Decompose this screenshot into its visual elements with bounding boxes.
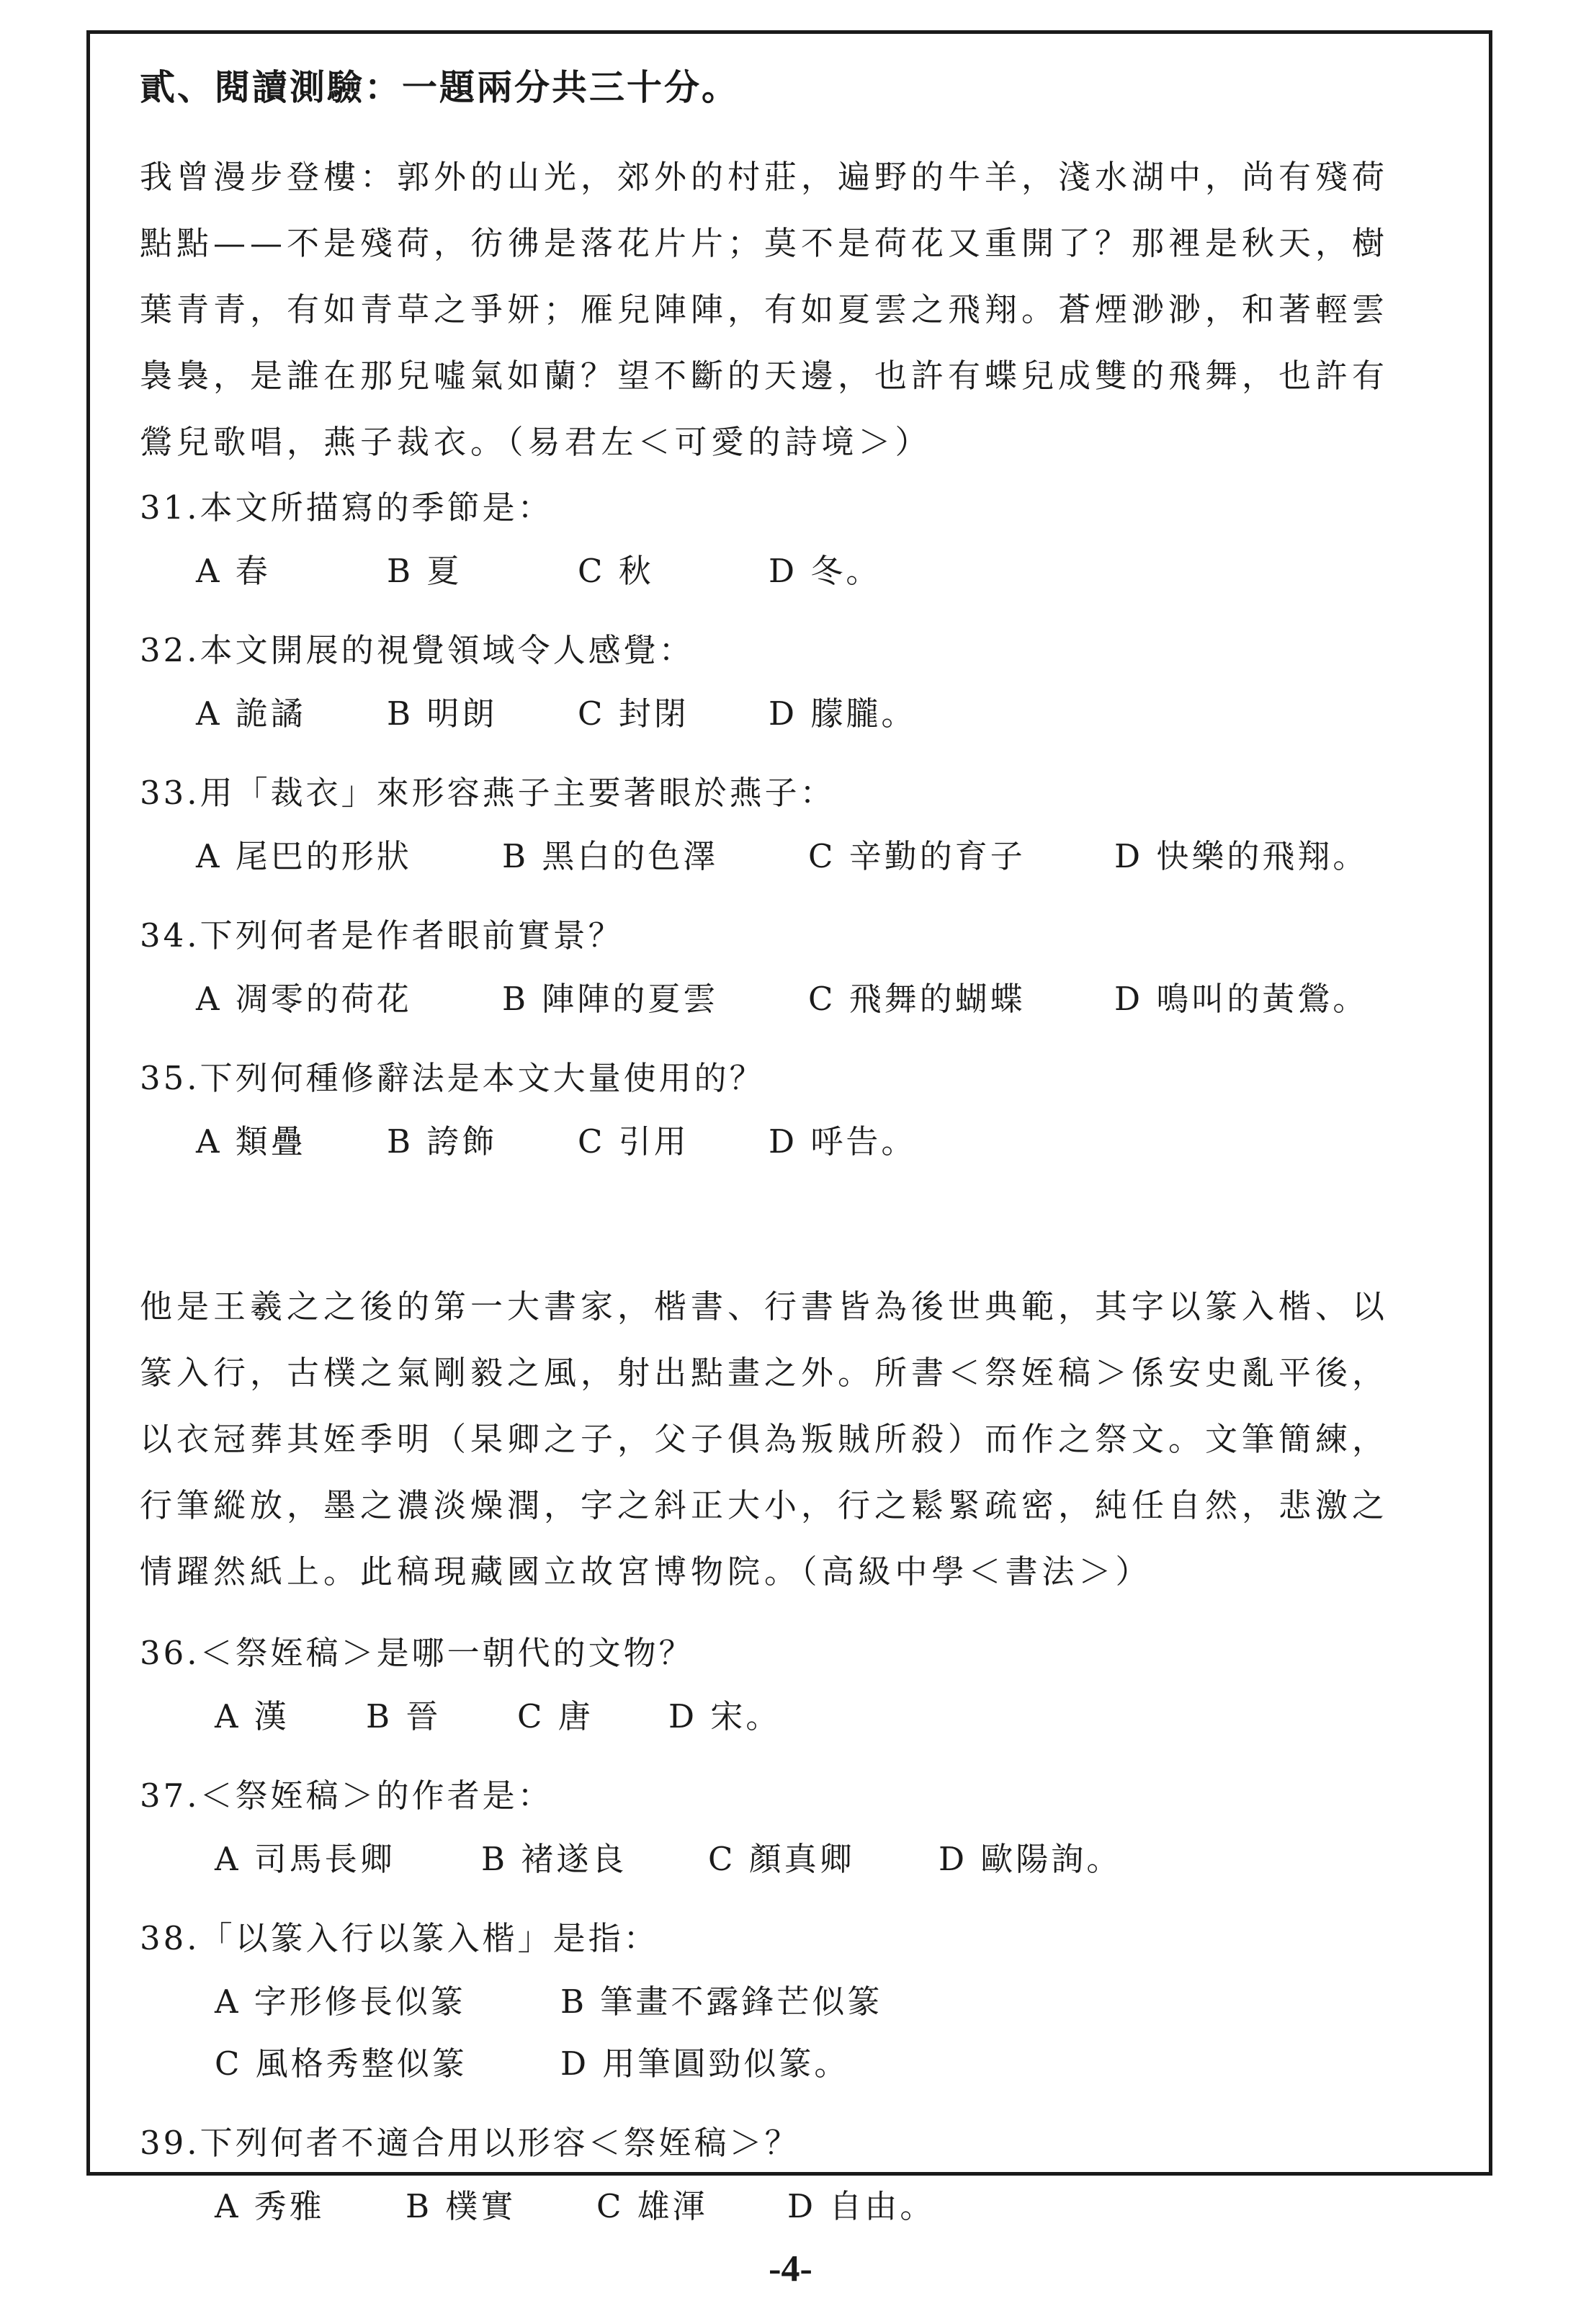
option-d: D 朦朧。 bbox=[769, 694, 917, 733]
passage-1 bbox=[140, 144, 1479, 475]
passage-line: 我曾漫步登樓：郭外的山光，郊外的村莊，遍野的牛羊，淺水湖中，尚有殘荷 bbox=[140, 158, 1389, 196]
question-options-row-2 bbox=[140, 2033, 1479, 2095]
question-options bbox=[140, 683, 1479, 745]
question-stem: 32.本文開展的視覺領域令人感覺： bbox=[140, 631, 694, 669]
question-options-row-1 bbox=[140, 1971, 1479, 2033]
option-b: B 褚遂良 bbox=[481, 1840, 627, 1878]
option-b: B 樸實 bbox=[406, 2187, 516, 2225]
option-d: D 快樂的飛翔。 bbox=[1114, 837, 1369, 875]
option-c: C 封閉 bbox=[578, 694, 689, 733]
reading-test-section bbox=[140, 66, 1479, 2238]
question-stem: 31.本文所描寫的季節是： bbox=[140, 488, 553, 527]
question-options bbox=[140, 1686, 1479, 1748]
option-d: D 宋。 bbox=[668, 1697, 781, 1735]
passage-line: 鶯兒歌唱，燕子裁衣。（易君左＜可愛的詩境＞） bbox=[140, 423, 932, 461]
option-d: D 自由。 bbox=[787, 2187, 936, 2225]
option-c: C 引用 bbox=[578, 1122, 689, 1161]
question-39 bbox=[140, 2111, 1479, 2238]
option-d: D 鳴叫的黃鶯。 bbox=[1114, 980, 1369, 1018]
option-b: B 黑白的色澤 bbox=[502, 837, 719, 875]
question-stem: 34.下列何者是作者眼前實景？ bbox=[140, 916, 624, 955]
option-a: A 尾巴的形狀 bbox=[196, 837, 412, 875]
option-c: C 唐 bbox=[517, 1697, 594, 1735]
question-33 bbox=[140, 761, 1479, 888]
question-35 bbox=[140, 1046, 1479, 1173]
option-c: C 辛勤的育子 bbox=[808, 837, 1026, 875]
question-31 bbox=[140, 475, 1479, 602]
question-options bbox=[140, 826, 1479, 888]
option-c: C 顏真卿 bbox=[708, 1840, 855, 1878]
question-options bbox=[140, 968, 1479, 1030]
option-b: B 筆畫不露鋒芒似篆 bbox=[560, 1983, 883, 2021]
option-a: A 春 bbox=[196, 552, 271, 590]
passage-line: 行筆縱放，墨之濃淡燥潤，字之斜正大小，行之鬆緊疏密，純任自然，悲激之 bbox=[140, 1486, 1389, 1524]
option-c: C 秋 bbox=[578, 552, 654, 590]
question-stem: 38.「以篆入行以篆入楷」是指： bbox=[140, 1919, 659, 1957]
question-stem: 39.下列何者不適合用以形容＜祭姪稿＞？ bbox=[140, 2124, 800, 2162]
option-a: A 類疊 bbox=[196, 1122, 306, 1161]
question-stem: 35.下列何種修辭法是本文大量使用的？ bbox=[140, 1059, 765, 1097]
option-d: D 冬。 bbox=[769, 552, 882, 590]
option-a: A 凋零的荷花 bbox=[196, 980, 412, 1018]
question-38 bbox=[140, 1906, 1479, 2095]
option-a: A 詭譎 bbox=[196, 694, 306, 733]
option-c: C 雄渾 bbox=[596, 2187, 708, 2225]
option-b: B 誇飾 bbox=[387, 1122, 498, 1161]
passage-line: 以衣冠葬其姪季明（杲卿之子，父子俱為叛賊所殺）而作之祭文。文筆簡練， bbox=[140, 1420, 1389, 1458]
question-options bbox=[140, 1111, 1479, 1173]
option-d: D 用筆圓勁似篆。 bbox=[560, 2044, 850, 2083]
question-stem: 37.＜祭姪稿＞的作者是： bbox=[140, 1776, 553, 1815]
question-32 bbox=[140, 618, 1479, 745]
question-34 bbox=[140, 903, 1479, 1030]
question-options bbox=[140, 540, 1479, 602]
question-37 bbox=[140, 1764, 1479, 1890]
question-stem: 36.＜祭姪稿＞是哪一朝代的文物？ bbox=[140, 1634, 694, 1672]
passage-line: 情躍然紙上。此稿現藏國立故宮博物院。（高級中學＜書法＞） bbox=[140, 1552, 1152, 1591]
option-b: B 晉 bbox=[366, 1697, 442, 1735]
passage-line: 點點——不是殘荷，彷彿是落花片片；莫不是荷花又重開了？那裡是秋天，樹 bbox=[140, 224, 1389, 262]
option-a: A 秀雅 bbox=[215, 2187, 325, 2225]
option-a: A 漢 bbox=[215, 1697, 290, 1735]
question-stem: 33.用「裁衣」來形容燕子主要著眼於燕子： bbox=[140, 774, 836, 812]
section-title: 貳、閱讀測驗：一題兩分共三十分。 bbox=[140, 67, 740, 108]
option-b: B 陣陣的夏雲 bbox=[502, 980, 719, 1018]
question-36 bbox=[140, 1621, 1479, 1748]
option-d: D 呼告。 bbox=[769, 1122, 917, 1161]
passage-line: 葉青青，有如青草之爭妍；雁兒陣陣，有如夏雲之飛翔。蒼煙渺渺，和著輕雲 bbox=[140, 290, 1389, 329]
option-d: D 歐陽詢。 bbox=[939, 1840, 1122, 1878]
page-number: -4- bbox=[769, 2248, 812, 2289]
passage-line: 裊裊，是誰在那兒噓氣如蘭？望不斷的天邊，也許有蝶兒成雙的飛舞，也許有 bbox=[140, 357, 1389, 395]
passage-2 bbox=[140, 1274, 1479, 1605]
option-b: B 明朗 bbox=[387, 694, 498, 733]
option-a: A 字形修長似篆 bbox=[215, 1983, 466, 2021]
option-a: A 司馬長卿 bbox=[215, 1840, 395, 1878]
question-options bbox=[140, 2176, 1479, 2238]
option-b: B 夏 bbox=[387, 552, 462, 590]
option-c: C 飛舞的蝴蝶 bbox=[808, 980, 1026, 1018]
question-options bbox=[140, 1828, 1479, 1890]
passage-line: 篆入行，古樸之氣剛毅之風，射出點畫之外。所書＜祭姪稿＞係安史亂平後， bbox=[140, 1354, 1389, 1392]
option-c: C 風格秀整似篆 bbox=[215, 2044, 467, 2083]
passage-line: 他是王羲之之後的第一大書家，楷書、行書皆為後世典範，其字以篆入楷、以 bbox=[140, 1287, 1389, 1326]
